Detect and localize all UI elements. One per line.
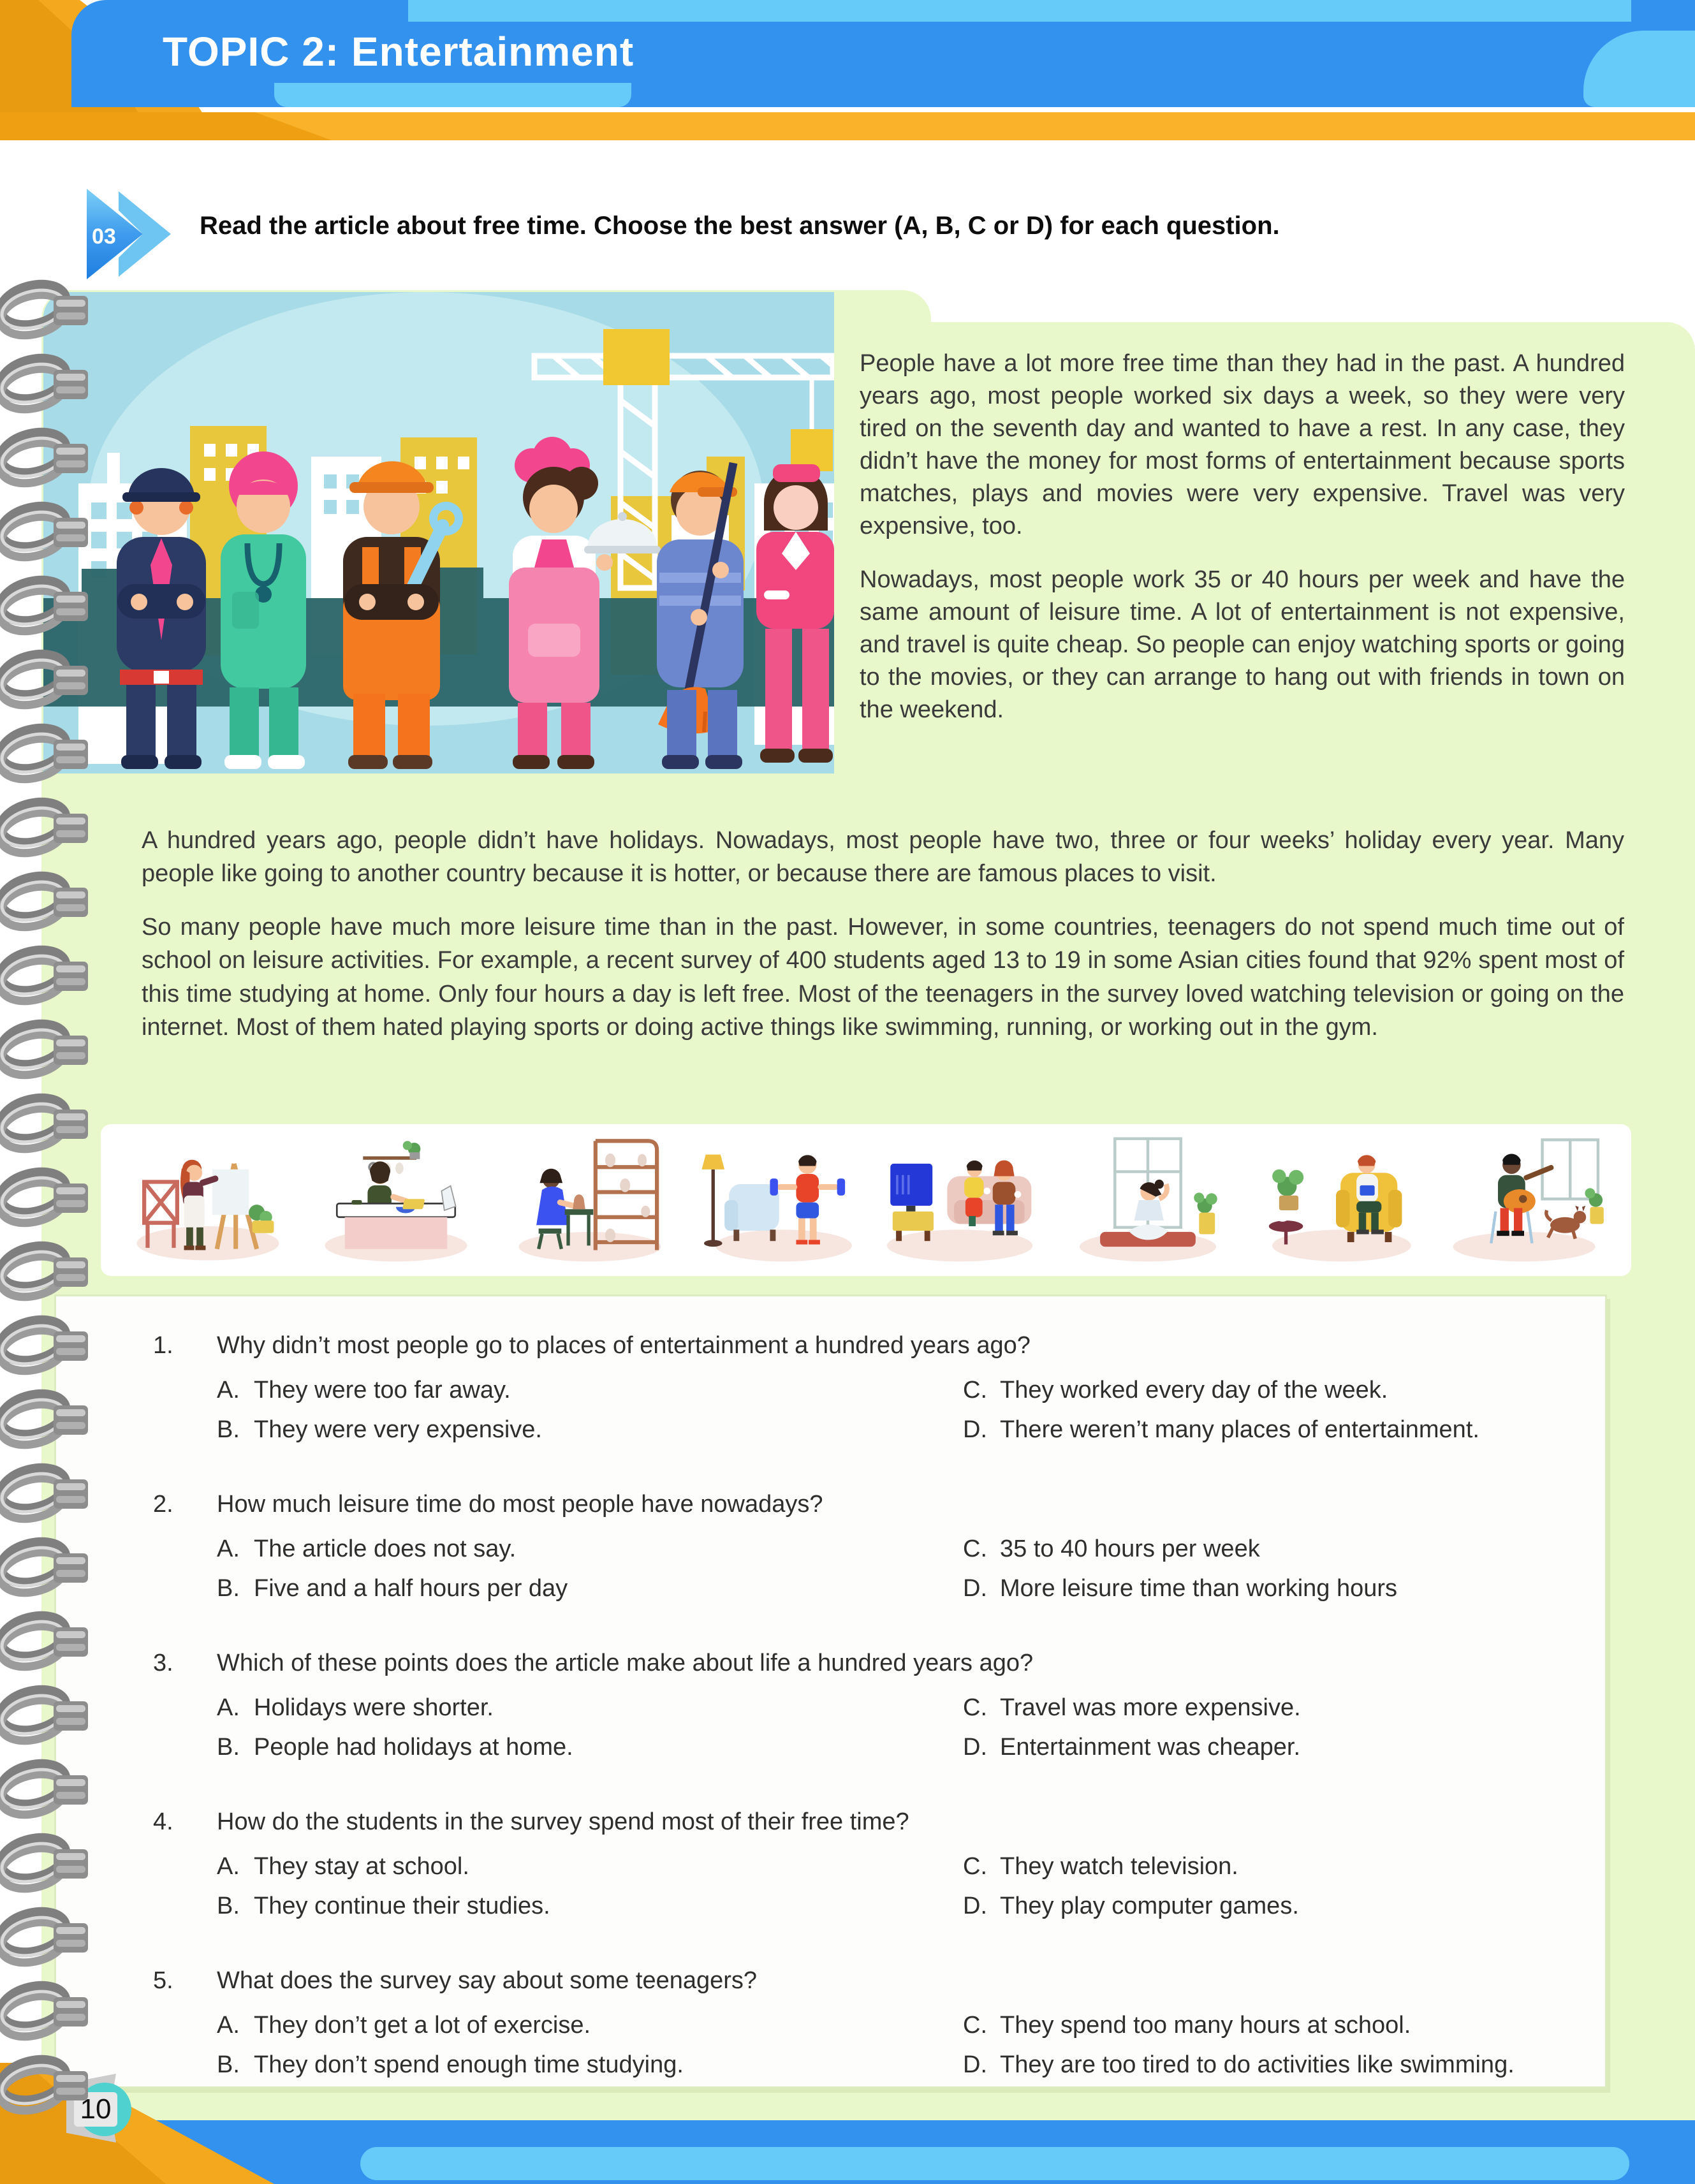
instruction-text: Read the article about free time. Choose the best answer (A, B, C or D) for each question. (200, 212, 1280, 240)
question-text: Which of these points does the article make about life a hundred years ago? (217, 1650, 1034, 1676)
option-d: D. They are too tired to do activities like swimming. (963, 2051, 1515, 2078)
pottery-scene (495, 1132, 673, 1268)
option-c: C. They worked every day of the week. (963, 1377, 1388, 1403)
chevron-right-icon (82, 186, 193, 282)
option-a: A. Holidays were shorter. (217, 1694, 494, 1721)
question-3 (153, 1647, 1605, 1767)
banner-accent-tab (274, 83, 631, 107)
option-d: D. There weren’t many places of entertainment. (963, 1416, 1479, 1443)
option-b: B. Five and a half hours per day (217, 1575, 568, 1602)
option-d: D. Entertainment was cheaper. (963, 1734, 1301, 1761)
exercise-scene (683, 1132, 862, 1268)
exercise-number: 03 (92, 224, 116, 249)
page-title: TOPIC 2: Entertainment (163, 29, 635, 75)
option-b: B. They continue their studies. (217, 1893, 550, 1919)
option-c: C. They spend too many hours at school. (963, 2012, 1411, 2039)
article-paragraph-2: Nowadays, most people work 35 or 40 hours per week and have the same amount of leisure time. A lot of entertainment is not expensive, and travel is quite cheap. So people can enjoy watching sports or going to the movies, or they can arrange to hang out with friends in town on the weekend. (860, 566, 1625, 724)
question-5 (153, 1965, 1605, 2085)
watching-tv-scene (870, 1132, 1049, 1268)
article-paragraph-3: A hundred years ago, people didn’t have holidays. Nowadays, most people have two, three or four weeks’ holiday every year. Many people like going to another country because it is hotter, or because there are famous places to visit. (142, 827, 1624, 888)
question-text: How much leisure time do most people have nowadays? (217, 1491, 823, 1518)
exercise-instruction (82, 186, 1625, 282)
option-c: C. They watch television. (963, 1853, 1238, 1880)
question-text: Why didn’t most people go to places of entertainment a hundred years ago? (217, 1332, 1031, 1359)
option-d: D. More leisure time than working hours (963, 1575, 1398, 1602)
question-text: How do the students in the survey spend most of their free time? (217, 1808, 909, 1835)
painting-scene (119, 1132, 297, 1268)
option-a: A. They stay at school. (217, 1853, 469, 1880)
option-a: A. The article does not say. (217, 1535, 517, 1562)
question-number: 1. (153, 1332, 173, 1359)
option-a: A. They don’t get a lot of exercise. (217, 2012, 591, 2039)
question-2 (153, 1488, 1605, 1608)
question-number: 5. (153, 1967, 173, 1994)
option-d: D. They play computer games. (963, 1893, 1299, 1919)
option-b: B. People had holidays at home. (217, 1734, 573, 1761)
question-4 (153, 1806, 1605, 1926)
article-paragraph-1: People have a lot more free time than they had in the past. A hundred years ago, most people worked six days a week, so they were very tired on the seventh day and wanted to have a rest. In any case, they didn’t have the money for most forms of entertainment because sports matches, plays and movies were very expensive. Travel was very expensive, too. (860, 350, 1625, 539)
banner-accent-strip (408, 0, 1631, 22)
questions-section (54, 1294, 1607, 2088)
yoga-scene (1059, 1132, 1237, 1268)
option-a: A. They were too far away. (217, 1377, 511, 1403)
article-column (860, 348, 1625, 748)
spiral-binding (0, 274, 98, 2123)
leisure-illustration (101, 1124, 1631, 1276)
guitar-scene (1435, 1132, 1613, 1268)
question-1 (153, 1330, 1605, 1449)
cooking-scene (307, 1132, 485, 1268)
workers-illustration (43, 292, 834, 773)
question-text: What does the survey say about some teenagers? (217, 1967, 758, 1994)
article-paragraph-4: So many people have much more leisure time than in the past. However, in some countries, teenagers do not spend much time out of school on leisure activities. For example, a recent survey of 400 students aged 13 to 19 in some Asian cities found that 92% spent most of this time studying at home. Only four hours a day is left free. Most of the teenagers in the survey loved watching television or going on the internet. Most of them hated playing sports or doing active things like swimming, running, or working out in the gym. (142, 914, 1624, 1041)
question-number: 2. (153, 1491, 173, 1518)
option-c: C. Travel was more expensive. (963, 1694, 1301, 1721)
question-number: 4. (153, 1808, 173, 1835)
option-b: B. They don’t spend enough time studying. (217, 2051, 684, 2078)
question-number: 3. (153, 1650, 173, 1676)
page-number: 10 (74, 2092, 118, 2127)
option-b: B. They were very expensive. (217, 1416, 542, 1443)
reading-scene (1247, 1132, 1425, 1268)
option-c: C. 35 to 40 hours per week (963, 1535, 1260, 1562)
footer-accent (360, 2147, 1629, 2180)
